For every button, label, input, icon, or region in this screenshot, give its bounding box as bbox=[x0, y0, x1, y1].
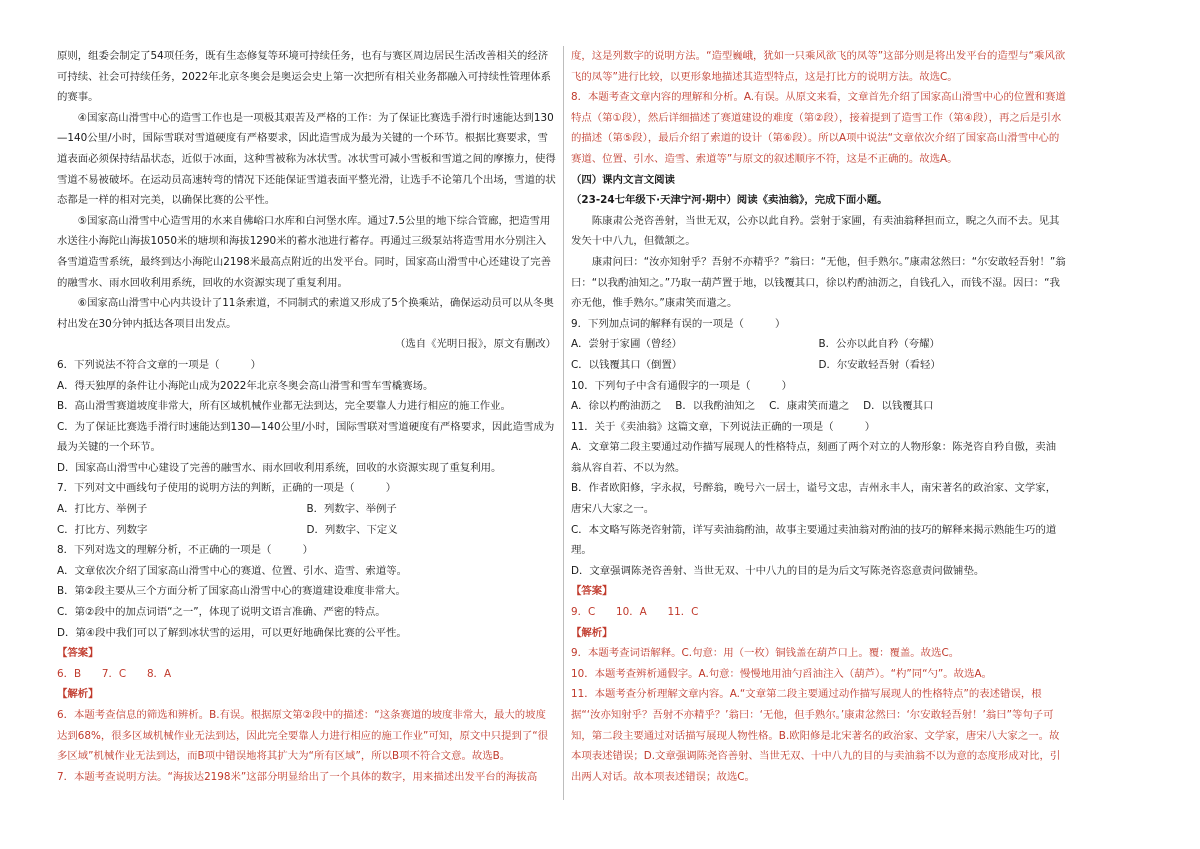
paragraph-4-text-end: 。冰状雪可减小雪板和雪道之间的摩擦力，使得雪道不易被破坏。在运动员高速转弯的情况下还能保证雪道表面平整光滑，让选手不论第几个出场，雪道的状态都是一样的相对完美，以确保比赛的公平性。 bbox=[57, 152, 556, 207]
option-9d: D．尔安敢轻吾射（看轻） bbox=[818, 358, 941, 371]
option-7b: B．列数字、举例子 bbox=[306, 503, 397, 516]
option-6a: A．得天独厚的条件让小海陀山成为2022年北京冬奥会高山滑雪和雪车雪橇赛场。 bbox=[57, 379, 434, 392]
answer-heading: 【答案】 bbox=[57, 647, 99, 660]
intro-paragraph: 原则，组委会制定了54项任务，既有生态修复等环境可持续任务，也有与赛区周边居民生活改善相关的经济可持续、社会可持续任务，2022年北京冬奥会是奥运会史上第一次把所有相关业务都融入可持续性管理体系的赛事。 bbox=[57, 50, 552, 104]
option-7a: A．打比方、举例子 bbox=[57, 503, 148, 516]
left-column bbox=[57, 46, 556, 787]
options-9-row1 bbox=[571, 334, 1066, 355]
options-7-row1 bbox=[57, 499, 556, 520]
option-9b: B．公亦以此自矜（夸耀） bbox=[818, 338, 940, 351]
option-11c: C．本文略写陈尧咨射箭，详写卖油翁酌油，故事主要通过卖油翁对酌油的技巧的解释来揭示熟能生巧的道理。 bbox=[571, 523, 1057, 557]
section-4-heading: （四）课内文言文阅读 bbox=[571, 173, 675, 186]
classical-paragraph-2: 康肃问曰：“汝亦知射乎？吾射不亦精乎？”翁曰：“无他，但手熟尔。”康肃忿然曰：“尔安敢轻吾射！”翁曰：“以我酌油知之。”乃取一葫芦置于地，以钱覆其口，徐以杓酌油沥之，自钱孔入，而钱不湿。因曰：“我亦无他，惟手熟尔。”康肃笑而遣之。 bbox=[571, 255, 1066, 310]
option-8d: D．第④段中我们可以了解到冰状雪的运用，可以更好地确保比赛的公平性。 bbox=[57, 626, 407, 639]
option-6d: D．国家高山滑雪中心建设了完善的融雪水、雨水回收利用系统，回收的水资源实现了重复利用。 bbox=[57, 461, 502, 474]
option-10b: B．以我酌油知之 bbox=[675, 400, 756, 413]
question-7: 7．下列对文中画线句子使用的说明方法的判断，正确的一项是（ ） bbox=[57, 482, 397, 495]
answer-heading-2: 【答案】 bbox=[571, 585, 613, 598]
question-9: 9．下列加点词的解释有误的一项是（ ） bbox=[571, 317, 786, 330]
question-10: 10．下列句子中含有通假字的一项是（ ） bbox=[571, 379, 793, 392]
option-11a: A．文章第二段主要通过动作描写展现人的性格特点，刻画了两个对立的人物形象：陈尧咨自矜自傲，卖油翁从容自若、不以为然。 bbox=[571, 441, 1057, 474]
paragraph-4 bbox=[57, 108, 556, 211]
analysis-9: 9．本题考查词语解释。C.句意：用（一枚）铜钱盖在葫芦口上。覆：覆盖。故选C。 bbox=[571, 647, 960, 660]
option-10d: D．以钱覆其口 bbox=[863, 400, 934, 413]
classical-paragraph-1: 陈康肃公尧咨善射，当世无双，公亦以此自矜。尝射于家圃，有卖油翁释担而立，睨之久而不去。见其发矢十中八九，但微颔之。 bbox=[571, 214, 1060, 248]
question-11: 11．关于《卖油翁》这篇文章，下列说法正确的一项是（ ） bbox=[571, 420, 876, 433]
answers-6-8: 6．B 7．C 8．A bbox=[57, 667, 172, 680]
right-column bbox=[571, 46, 1066, 787]
analysis-heading: 【解析】 bbox=[57, 688, 99, 701]
answers-9-11: 9．C 10．A 11．C bbox=[571, 606, 699, 619]
options-9-row2 bbox=[571, 355, 1066, 376]
option-9c: C．以钱覆其口（倒置） bbox=[571, 358, 683, 371]
paragraph-5: ⑤国家高山滑雪中心造雪用的水来自佛峪口水库和白河堡水库。通过7.5公里的地下综合管廊，把造雪用水送往小海陀山海拔1050米的塘坝和海拔1290米的蓄水池进行蓄存。再通过三级泵站将造雪用水分别注入各雪道造雪系统，最终到达小海陀山2198米最高点附近的出发平台。同时，国家高山滑雪中心还建设了完善的融雪水、雨水回收利用系统，回收的水资源实现了重复利用。 bbox=[57, 214, 552, 289]
analysis-heading-2: 【解析】 bbox=[571, 626, 613, 639]
section-4-intro: （23-24七年级下·天津宁河·期中）阅读《卖油翁》，完成下面小题。 bbox=[571, 194, 888, 207]
option-7c: C．打比方、列数字 bbox=[57, 523, 148, 536]
option-11b: B．作者欧阳修，字永叔，号醉翁，晚号六一居士，谥号文忠，吉州永丰人，南宋著名的政治家、文学家，唐宋八大家之一。 bbox=[571, 482, 1057, 516]
option-8c: C．第②段中的加点词语“之一”，体现了说明文语言准确、严密的特点。 bbox=[57, 606, 386, 619]
option-8a: A．文章依次介绍了国家高山滑雪中心的赛道、位置、引水、造雪、索道等。 bbox=[57, 564, 407, 577]
options-7-row2 bbox=[57, 520, 556, 541]
question-8: 8．下列对选文的理解分析，不正确的一项是（ ） bbox=[57, 544, 313, 557]
option-7d: D．列数字、下定义 bbox=[306, 523, 398, 536]
ice-snow-term: 冰状雪 bbox=[306, 152, 338, 165]
option-10c: C．康肃笑而遣之 bbox=[769, 400, 850, 413]
source-citation: （选自《光明日报》，原文有删改） bbox=[394, 338, 556, 351]
option-9a: A．尝射于家圃（曾经） bbox=[571, 338, 683, 351]
option-10a: A．徐以杓酌油沥之 bbox=[571, 400, 662, 413]
analysis-8: 8．本题考查文章内容的理解和分析。A.有误。从原文来看，文章首先介绍了国家高山滑雪中心的位置和赛道特点（第①段），然后详细描述了赛道建设的难度（第②段），接着提到了造雪工作（第④段），再之后是引水的描述（第⑤段），最后介绍了索道的设计（第⑥段）。所以A项中说法“文章依次介绍了国家高山滑雪中心的赛道、位置、引水、造雪、索道等”与原文的叙述顺序不符，这是不正确的。故选A。 bbox=[571, 91, 1066, 165]
analysis-7-continued: 度，这是列数字的说明方法。“造型巍峨，犹如一只乘风欲飞的凤等”这部分则是将出发平台的造型与“乘风欲飞的凤等”进行比较，以更形象地描述其造型特点，这是打比方的说明方法。故选C。 bbox=[571, 50, 1066, 83]
paragraph-6: ⑥国家高山滑雪中心内共设计了11条索道，不同制式的索道又形成了5个换乘站，确保运动员可以从冬奥村出发在30分钟内抵达各项目出发点。 bbox=[57, 297, 554, 330]
option-8b: B．第②段主要从三个方面分析了国家高山滑雪中心的赛道建设难度非常大。 bbox=[57, 585, 406, 598]
column-divider bbox=[563, 46, 564, 800]
analysis-7: 7．本题考查说明方法。“海拔达2198米”这部分明显给出了一个具体的数字，用来描述出发平台的海拔高 bbox=[57, 770, 538, 783]
option-6b: B．高山滑雪赛道坡度非常大，所有区域机械作业都无法到达，完全要靠人力进行相应的施工作业。 bbox=[57, 400, 511, 413]
options-10 bbox=[571, 396, 1066, 417]
analysis-10: 10．本题考查辨析通假字。A.句意：慢慢地用油勺舀油注入（葫芦）。“杓”同“勺”。故选A。 bbox=[571, 667, 992, 680]
option-11d: D．文章强调陈尧咨善射、当世无双、十中八九的目的是为后文写陈尧咨恣意责问做铺垫。 bbox=[571, 564, 985, 577]
question-6: 6．下列说法不符合文章的一项是（ ） bbox=[57, 358, 262, 371]
paragraph-4-text: ④国家高山滑雪中心的造雪工作也是一项极其艰苦及严格的工作：为了保证比赛选手滑行时速能达到130—140公里/小时，国际雪联对雪道硬度有严格要求，因此造雪成为最为关键的一个环节。根据比赛要求，雪道表面必须保持结晶状态，近似于冰面，这种雪被称为 bbox=[57, 111, 554, 165]
option-6c: C．为了保证比赛选手滑行时速能达到130—140公里/小时，国际雪联对雪道硬度有严格要求，因此造雪成为最为关键的一个环节。 bbox=[57, 420, 555, 454]
analysis-11: 11．本题考查分析理解文章内容。A.“文章第二段主要通过动作描写展现人的性格特点”的表述错误，根据“‘汝亦知射乎？吾射不亦精乎？’翁曰：‘无他，但手熟尔。’康肃忿然曰：‘尔安敢轻吾射！’翁曰”等句子可知，第二段主要通过对话描写展现人物性格。B.欧阳修是北宋著名的政治家、文学家，唐宋八大家之一。故本项表述错误；D.文章强调陈尧咨善射、当世无双、十中八九的目的与卖油翁不以为意的态度形成对比，引出两人对话。故本项表述错误；故选C。 bbox=[571, 688, 1061, 783]
analysis-6: 6．本题考查信息的筛选和辨析。B.有误。根据原文第②段中的描述：“这条赛道的坡度非常大，最大的坡度达到68%，很多区域机械作业无法到达，因此完全要靠人力进行相应的施工作业”可知，原文中只提到了“很多区域”机械作业无法到达，而B项中错误地将其扩大为“所有区域”，所以B项不符合文意。故选B。 bbox=[57, 709, 549, 763]
